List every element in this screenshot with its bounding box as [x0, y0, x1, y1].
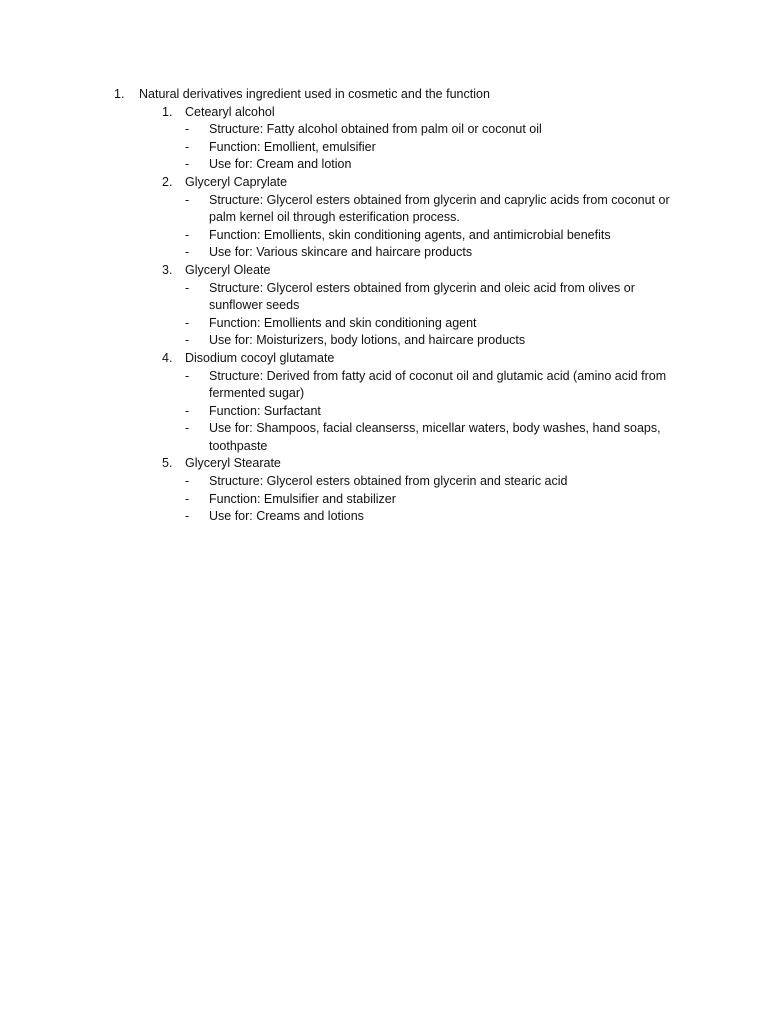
bullet-text: Structure: Derived from fatty acid of coconut oil and glutamic acid (amino acid from fermented sugar)	[209, 368, 667, 401]
bullet-text: Structure: Glycerol esters obtained from glycerin and stearic acid	[209, 474, 568, 489]
bullet-dash: -	[185, 227, 190, 242]
outline-list	[114, 86, 694, 526]
bullet-text: Use for: Shampoos, facial cleanserss, micellar waters, body washes, hand soaps, toothpaste	[209, 421, 661, 453]
ingredient-bullet	[114, 280, 694, 315]
ingredient-bullet	[114, 139, 694, 157]
bullet-text: Structure: Glycerol esters obtained from glycerin and caprylic acids from coconut or palm kernel oil through esterification process.	[209, 192, 670, 225]
ingredient-bullet	[114, 403, 694, 421]
bullet-dash: -	[185, 474, 190, 489]
bullet-dash: -	[185, 192, 190, 207]
bullet-dash: -	[185, 280, 190, 295]
ingredient-bullet	[114, 227, 694, 245]
ingredient-name: Cetearyl alcohol	[185, 104, 275, 119]
bullet-text: Use for: Moisturizers, body lotions, and haircare products	[209, 333, 526, 348]
heading-text: Natural derivatives ingredient used in cosmetic and the function	[139, 87, 490, 101]
ingredient-number: 3.	[162, 262, 173, 277]
heading-number: 1.	[114, 87, 125, 101]
ingredient-name: Glyceryl Oleate	[185, 262, 271, 277]
heading-item	[114, 86, 694, 104]
ingredient-bullet	[114, 491, 694, 509]
bullet-text: Structure: Glycerol esters obtained from glycerin and oleic acid from olives or sunflower seeds	[209, 280, 635, 313]
ingredient-number: 1.	[162, 104, 173, 119]
ingredient-number: 5.	[162, 456, 173, 471]
bullet-dash: -	[185, 403, 190, 418]
bullet-text: Function: Emulsifier and stabilizer	[209, 491, 396, 506]
ingredient-bullet	[114, 332, 694, 350]
ingredient-name: Glyceryl Caprylate	[185, 174, 288, 189]
ingredient-number: 4.	[162, 350, 173, 365]
ingredient-bullet	[114, 508, 694, 526]
bullet-dash: -	[185, 491, 190, 506]
bullet-dash: -	[185, 315, 190, 330]
ingredient-item	[114, 455, 694, 473]
ingredient-bullet	[114, 192, 694, 227]
ingredient-bullet	[114, 121, 694, 139]
bullet-dash: -	[185, 368, 190, 383]
bullet-text: Function: Emollients and skin conditioning agent	[209, 315, 477, 330]
ingredient-number: 2.	[162, 174, 173, 189]
bullet-text: Function: Emollient, emulsifier	[209, 139, 376, 154]
ingredient-bullet	[114, 156, 694, 174]
bullet-dash: -	[185, 245, 190, 260]
ingredient-item	[114, 262, 694, 280]
bullet-text: Use for: Creams and lotions	[209, 509, 364, 524]
bullet-text: Structure: Fatty alcohol obtained from palm oil or coconut oil	[209, 122, 542, 137]
ingredient-bullet	[114, 368, 694, 403]
bullet-text: Function: Emollients, skin conditioning agents, and antimicrobial benefits	[209, 227, 611, 242]
bullet-dash: -	[185, 333, 190, 348]
ingredient-item	[114, 104, 694, 122]
bullet-text: Use for: Cream and lotion	[209, 157, 352, 172]
bullet-dash: -	[185, 421, 190, 436]
ingredient-bullet	[114, 420, 694, 455]
ingredient-bullet	[114, 315, 694, 333]
bullet-dash: -	[185, 122, 190, 137]
bullet-dash: -	[185, 139, 190, 154]
ingredient-item	[114, 174, 694, 192]
ingredient-item	[114, 350, 694, 368]
ingredient-bullet	[114, 244, 694, 262]
ingredient-name: Glyceryl Stearate	[185, 456, 281, 471]
bullet-dash: -	[185, 157, 190, 172]
bullet-dash: -	[185, 509, 190, 524]
ingredient-name: Disodium cocoyl glutamate	[185, 350, 335, 365]
bullet-text: Use for: Various skincare and haircare products	[209, 245, 473, 260]
ingredient-bullet	[114, 473, 694, 491]
bullet-text: Function: Surfactant	[209, 403, 321, 418]
